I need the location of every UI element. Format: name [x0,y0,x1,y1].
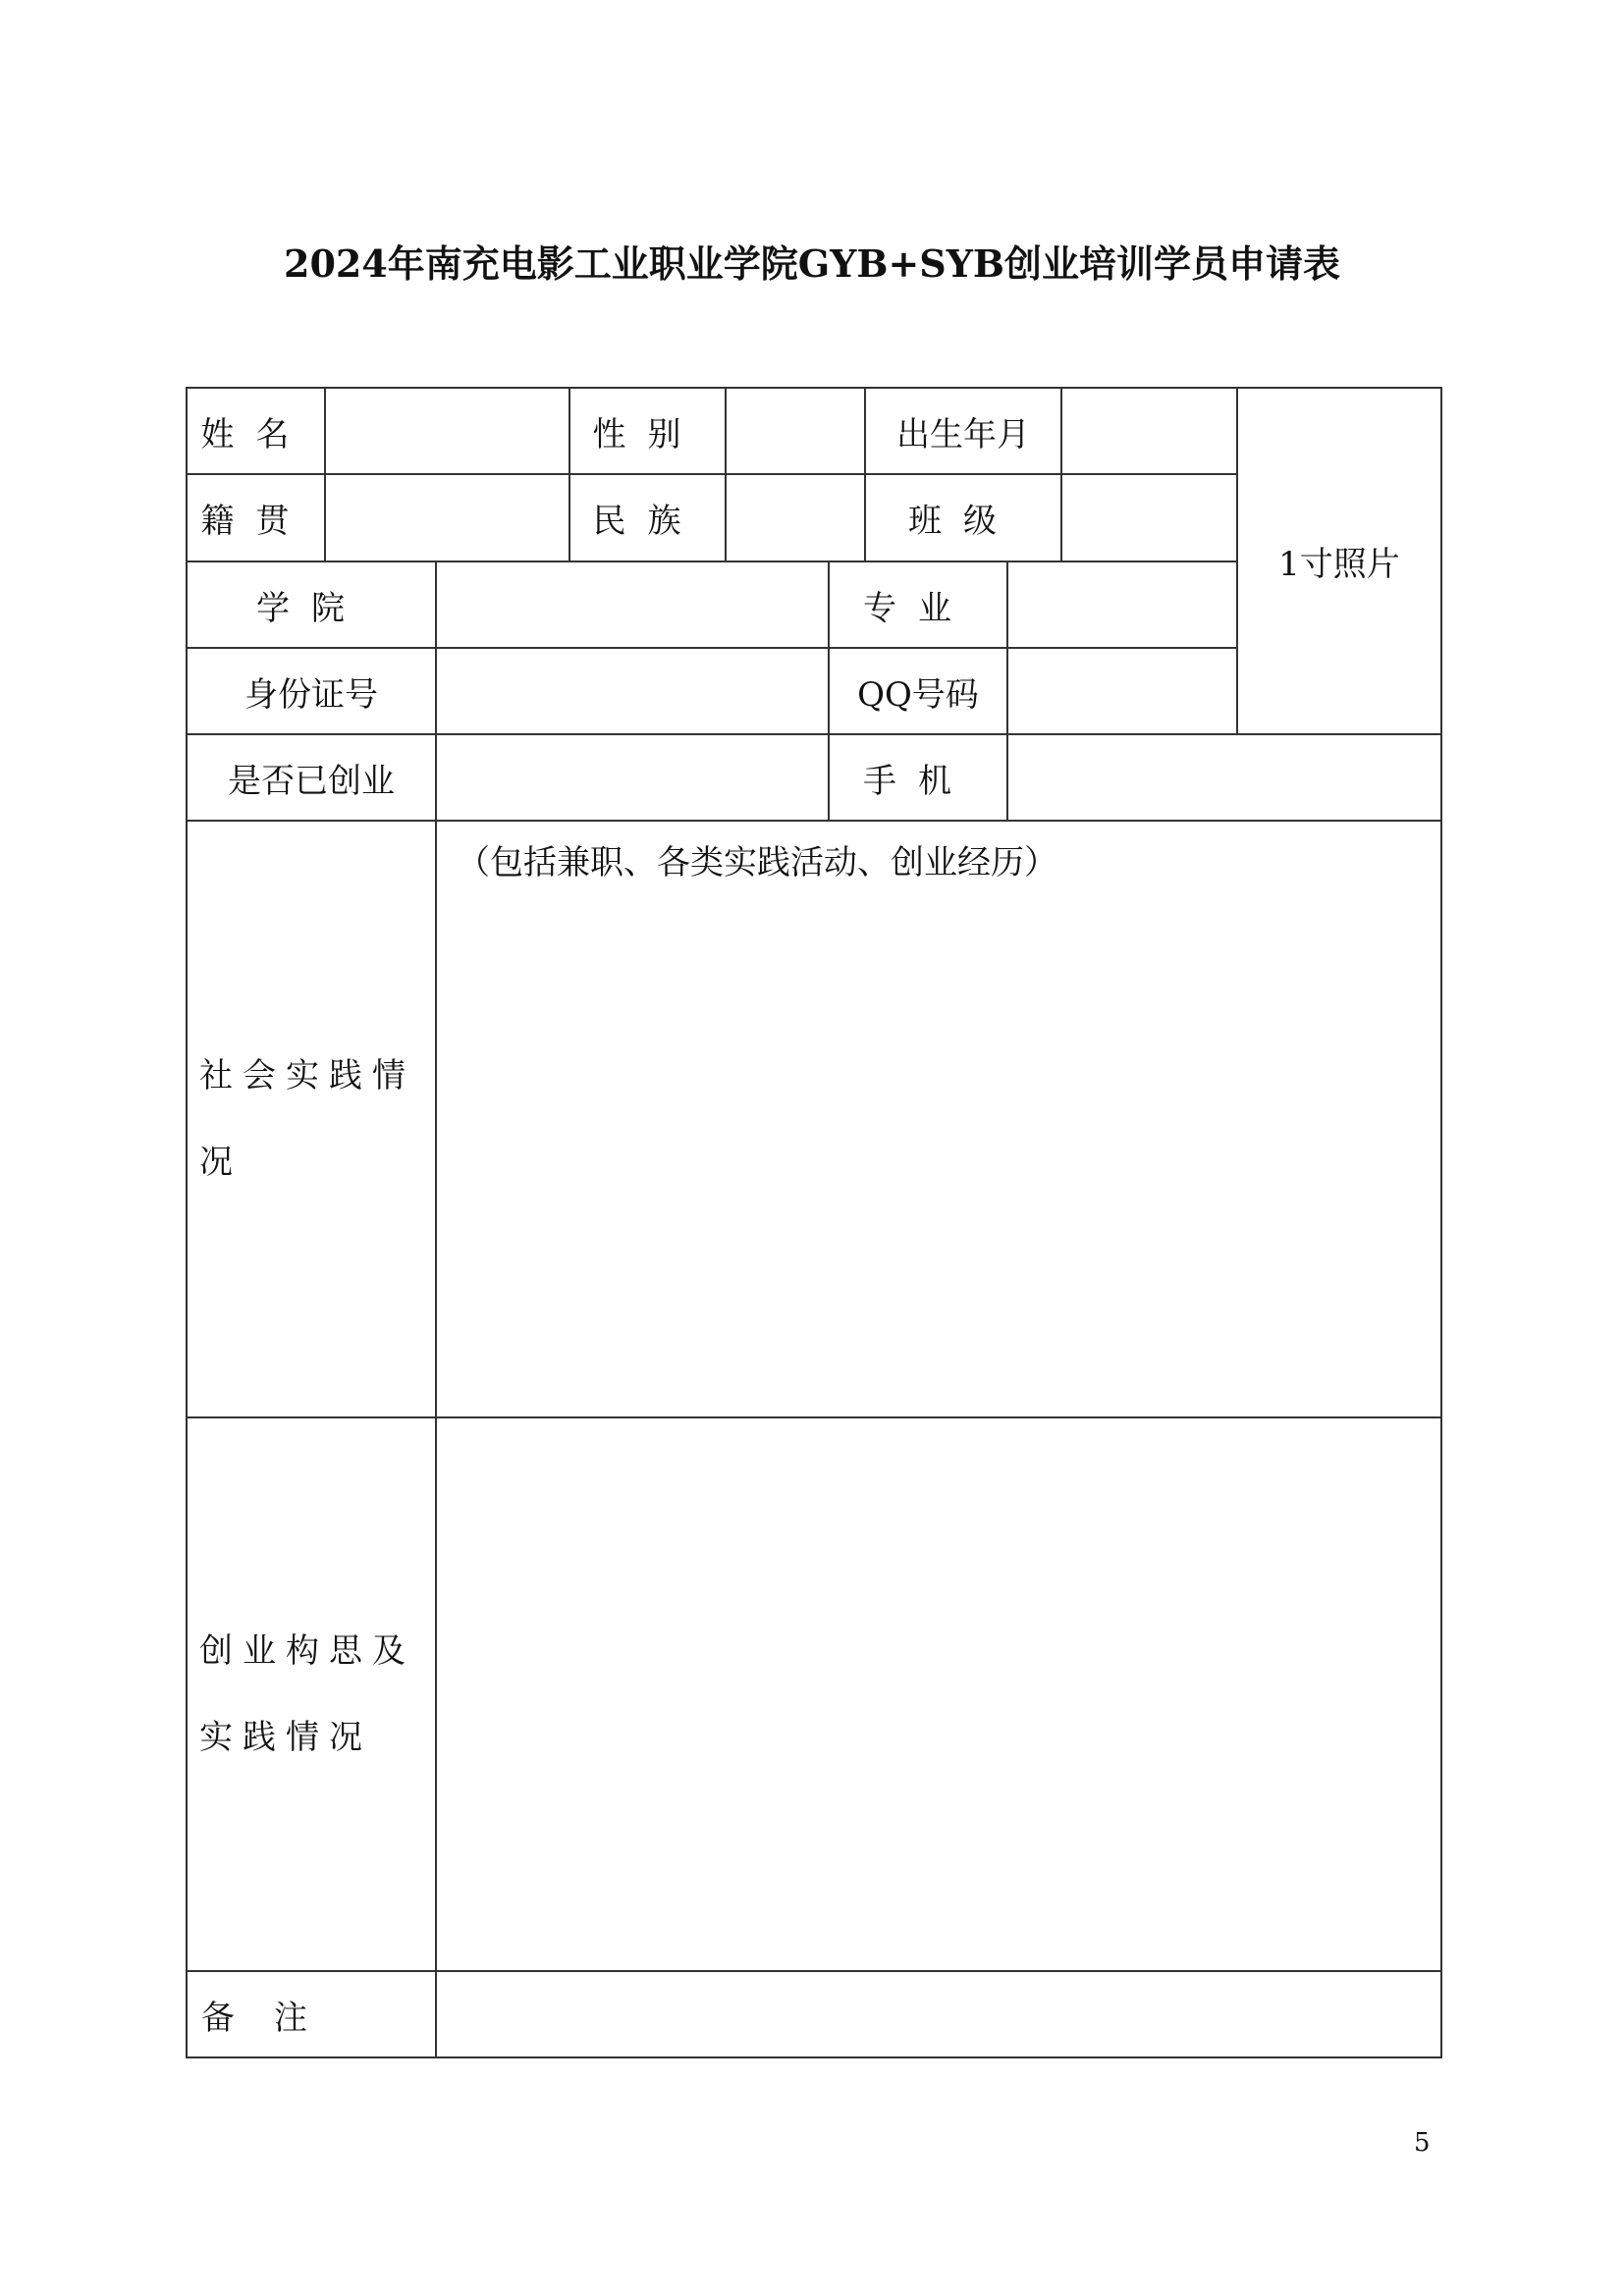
social-practice-label: 社会实践情况 [199,1056,415,1182]
id-number-field[interactable] [435,647,830,735]
id-number-label: 身份证号 [186,647,437,735]
qq-label: QQ号码 [828,647,1008,735]
phone-label: 手机 [828,733,1008,822]
photo-box[interactable]: 1寸照片 [1236,387,1442,735]
college-label: 学院 [186,561,437,649]
page-title: 2024年南充电影工业职业学院GYB+SYB创业培训学员申请表 [284,241,1340,286]
business-idea-label: 创业构思及实践情况 [199,1631,415,1757]
gender-field[interactable] [725,387,866,475]
native-place-field[interactable] [324,473,570,562]
social-practice-hint: （包括兼职、各类实践活动、创业经历） [457,843,1057,882]
college-field[interactable] [435,561,830,649]
qq-field[interactable] [1006,647,1238,735]
name-label: 姓名 [186,387,326,475]
class-field[interactable] [1060,473,1238,562]
remarks-field[interactable] [435,1970,1442,2058]
ethnicity-label: 民族 [568,473,727,562]
birth-label: 出生年月 [864,387,1062,475]
major-label: 专业 [828,561,1008,649]
major-field[interactable] [1006,561,1238,649]
page-number: 5 [1414,2128,1431,2158]
business-idea-label-cell [186,1416,437,1972]
birth-field[interactable] [1060,387,1238,475]
business-idea-field[interactable] [435,1416,1442,1972]
social-practice-label-cell [186,820,437,1418]
remarks-label: 备注 [186,1970,437,2058]
started-business-label: 是否已创业 [186,733,437,822]
started-business-field[interactable] [435,733,830,822]
gender-label: 性别 [568,387,727,475]
class-label: 班级 [864,473,1062,562]
native-place-label: 籍贯 [186,473,326,562]
social-practice-field[interactable] [435,820,1442,1418]
ethnicity-field[interactable] [725,473,866,562]
phone-field[interactable] [1006,733,1442,822]
name-field[interactable] [324,387,570,475]
